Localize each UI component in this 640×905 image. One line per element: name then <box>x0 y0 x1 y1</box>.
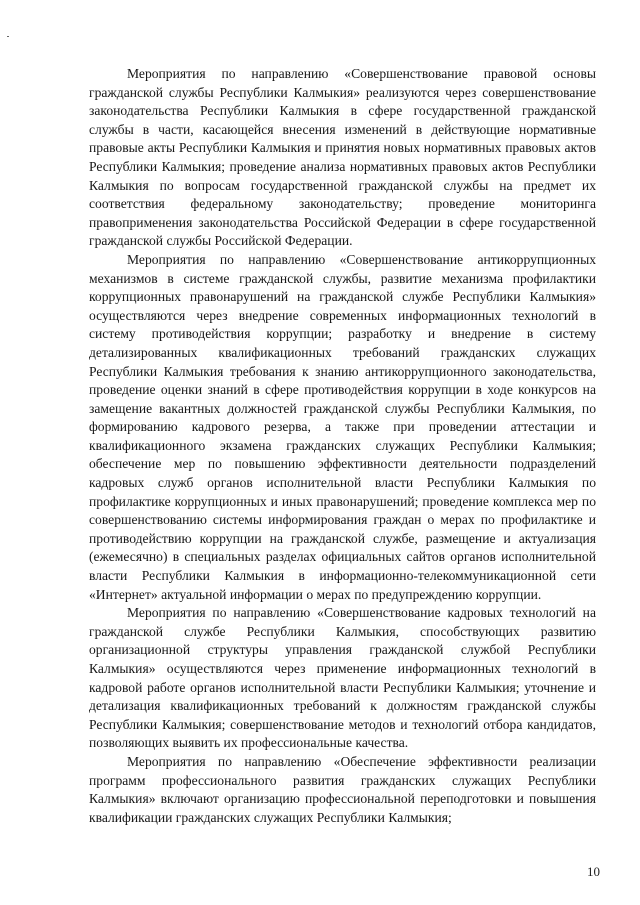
body-text <box>89 65 596 827</box>
paragraph-personnel-technologies: Мероприятия по направлению «Совершенствование кадровых технологий на гражданской службе Республики Калмыкия, способствующих развитию организационной структуры управления гражданской службой Республики Калмыкия» осуществляются через применение информационных технологий в кадровой работе органов исполнительной власти Республики Калмыкия; уточнение и детализация квалификационных требований к должностям гражданской службы Республики Калмыкия; совершенствование методов и технологий отбора кандидатов, позволяющих выявить их профессиональные качества. <box>89 605 596 751</box>
page-number: 10 <box>587 864 600 879</box>
paragraph-legal-framework: Мероприятия по направлению «Совершенствование правовой основы гражданской службы Республики Калмыкия» реализуются через совершенствование законодательства Республики Калмыкия в сфере государственной гражданской службы в части, касающейся внесения изменений в действующие нормативные правовые акты Республики Калмыкия и принятия новых нормативных правовых актов Республики Калмыкия; проведение анализа нормативных правовых актов Республики Калмыкия по вопросам государственной гражданской службы на предмет их соответствия федеральному законодательству; проведение мониторинга правоприменения законодательства Российской Федерации в сфере государственной гражданской службы Российской Федерации. <box>89 66 596 249</box>
paragraph-professional-development: Мероприятия по направлению «Обеспечение эффективности реализации программ профессионального развития гражданских служащих Республики Калмыкия» включают организацию профессиональной переподготовки и повышения квалификации гражданских служащих Республики Калмыкия; <box>89 753 596 825</box>
paragraph-anticorruption: Мероприятия по направлению «Совершенствование антикоррупционных механизмов в системе гражданской службы, развитие механизма профилактики коррупционных правонарушений на гражданской службе Республики Калмыкия» осуществляются через внедрение современных информационных технологий в систему противодействия коррупции; разработку и внедрение в систему детализированных квалификационных требований гражданских служащих Республики Калмыкия требования к знанию антикоррупционного законодательства, проведение оценки знаний в сфере противодействия коррупции в ходе конкурсов на замещение вакантных должностей гражданской службы Республики Калмыкия, по формированию кадрового резерва, а также при проведении аттестации и квалификационного экзамена гражданских служащих Республики Калмыкия; обеспечение мер по повышению эффективности деятельности подразделений кадровых служб органов исполнительной власти Республики Калмыкия по профилактике коррупционных и иных правонарушений; проведение комплекса мер по совершенствованию системы информирования граждан о мерах по профилактике и противодействию коррупции на гражданской службе, размещение и актуализация (ежемесячно) в специальных разделах официальных сайтов органов исполнительной власти Республики Калмыкия в информационно-телекоммуникационной сети «Интернет» актуальной информации о мерах по предупреждению коррупции. <box>89 251 596 602</box>
scan-artifact <box>7 36 9 37</box>
